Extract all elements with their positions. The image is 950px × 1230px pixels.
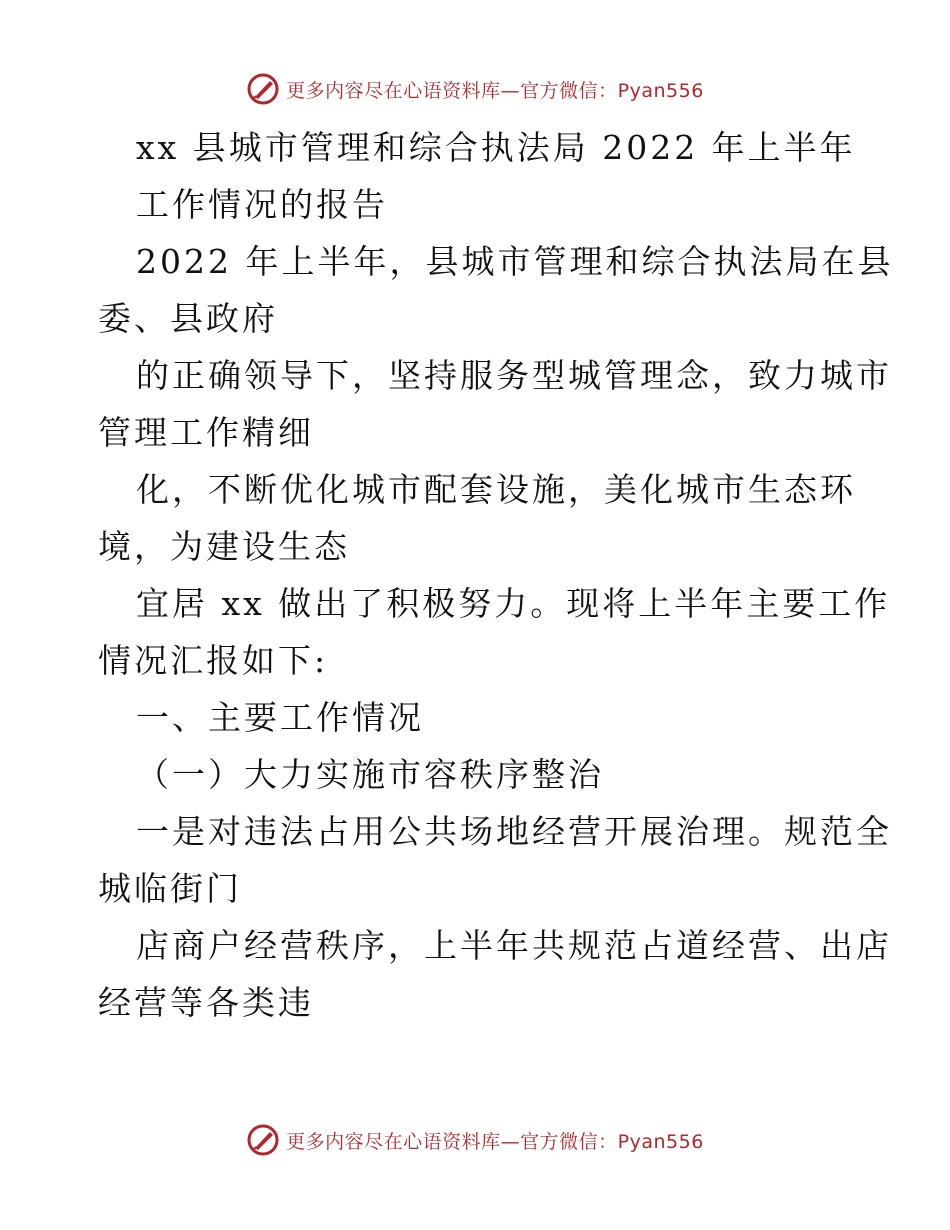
feather-pen-logo-icon bbox=[246, 72, 280, 106]
section-heading: 一、主要工作情况 bbox=[136, 698, 424, 737]
footer-watermark bbox=[0, 1123, 950, 1157]
header-watermark bbox=[0, 72, 950, 106]
paragraph-line: 情况汇报如下: bbox=[98, 641, 329, 680]
paragraph-line: 的正确领导下，坚持服务型城管理念，致力城市 bbox=[136, 356, 892, 395]
paragraph-line: 宜居 xx 做出了积极努力。现将上半年主要工作 bbox=[136, 584, 891, 623]
paragraph-line: 管理工作精细 bbox=[98, 413, 314, 452]
paragraph-line: 店商户经营秩序，上半年共规范占道经营、出店 bbox=[136, 926, 892, 965]
watermark-text: 更多内容尽在心语资料库—官方微信：Pyan556 bbox=[286, 1130, 704, 1153]
watermark-text: 更多内容尽在心语资料库—官方微信：Pyan556 bbox=[286, 79, 704, 102]
paragraph-line: 2022 年上半年，县城市管理和综合执法局在县 bbox=[136, 242, 894, 281]
paragraph-line: 经营等各类违 bbox=[98, 983, 314, 1022]
subsection-heading: （一）大力实施市容秩序整治 bbox=[136, 755, 604, 794]
document-body bbox=[98, 125, 894, 1025]
document-title-continued: 工作情况的报告 bbox=[136, 185, 388, 224]
document-title: xx 县城市管理和综合执法局 2022 年上半年 bbox=[136, 128, 856, 167]
paragraph-line: 城临街门 bbox=[98, 869, 242, 908]
paragraph-line: 委、县政府 bbox=[98, 299, 278, 338]
paragraph-line: 化，不断优化城市配套设施，美化城市生态环 bbox=[136, 470, 856, 509]
feather-pen-logo-icon bbox=[246, 1123, 280, 1157]
paragraph-line: 境，为建设生态 bbox=[98, 527, 350, 566]
paragraph-line: 一是对违法占用公共场地经营开展治理。规范全 bbox=[136, 812, 892, 851]
